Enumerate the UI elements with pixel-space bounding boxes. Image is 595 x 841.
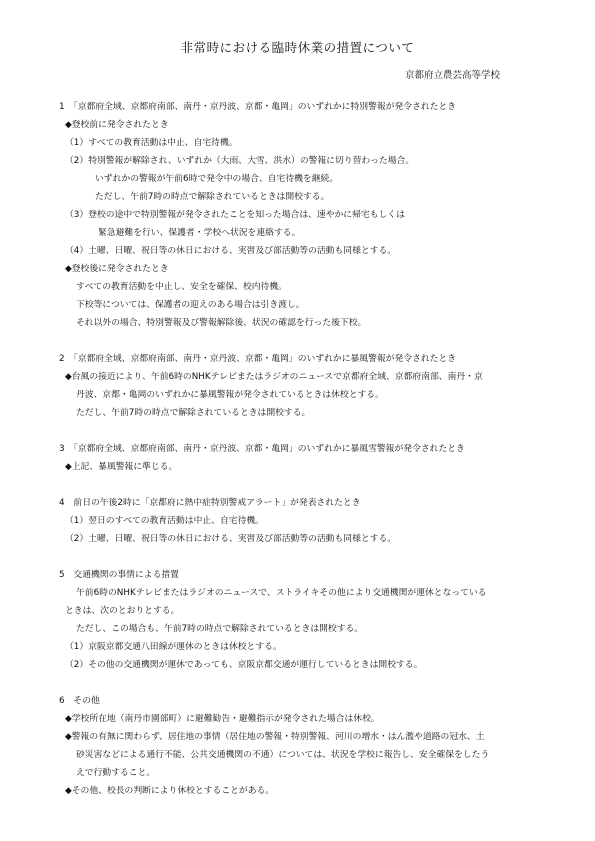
section-4-line: （2）土曜、日曜、祝日等の休日における、実習及び部活動等の活動も同様とする。 bbox=[65, 534, 397, 544]
section-6-line: えで行動すること。 bbox=[76, 768, 156, 778]
section-5-heading: 5 交通機関の事情による措置 bbox=[59, 570, 179, 580]
section-6-line: ◆その他、校長の判断により休校とすることがある。 bbox=[65, 786, 275, 796]
section-5-line: ただし、この場合も、午前7時の時点で解除されているときは開校する。 bbox=[76, 624, 364, 634]
section-1-line: （4）土曜、日曜、祝日等の休日における、実習及び部活動等の活動も同様とする。 bbox=[65, 246, 397, 256]
section-1-line: それ以外の場合、特別警報及び警報解除後、状況の確認を行った後下校。 bbox=[76, 318, 367, 328]
section-1-line: （2）特別警報が解除され、いずれか（大雨、大雪、洪水）の警報に切り替わった場合。 bbox=[65, 156, 415, 166]
section-1-line: ただし、午前7時の時点で解除されているときは開校する。 bbox=[95, 192, 330, 202]
section-5-line: （1）京阪京都交通八田線が運休のときは休校とする。 bbox=[65, 642, 282, 652]
section-2-line: ただし、午前7時の時点で解除されているときは開校する。 bbox=[76, 408, 311, 418]
section-2-heading: 2 「京都府全域、京都府南部、南丹・京丹波、京都・亀岡」のいずれかに暴風警報が発令されたとき bbox=[59, 354, 457, 364]
section-3-line: ◆上記、暴風警報に準じる。 bbox=[65, 462, 178, 472]
section-6-line: ◆学校所在地（南丹市園部町）に避難勧告・避難指示が発令された場合は休校。 bbox=[65, 714, 380, 724]
section-1-line: ◆登校前に発令されたとき bbox=[65, 120, 169, 130]
section-5-line: （2）その他の交通機関が運休であっても、京阪京都交通が運行しているときは開校する。 bbox=[65, 660, 423, 670]
document-title: 非常時における臨時休業の措置について bbox=[180, 40, 415, 55]
section-1-line: いずれかの警報が午前6時で発令中の場合、自宅待機を継続。 bbox=[95, 174, 339, 184]
section-6-line: 砂災害などによる通行不能、公共交通機関の不通）については、状況を学校に報告し、安全確保をしたう bbox=[76, 750, 490, 760]
section-1-line: （1）すべての教育活動は中止、自宅待機。 bbox=[65, 138, 238, 148]
section-1-line: （3）登校の途中で特別警報が発令されたことを知った場合は、速やかに帰宅もしくは bbox=[65, 210, 405, 220]
section-5-line: ときは、次のとおりとする。 bbox=[65, 606, 180, 616]
section-2-line: 丹波、京都・亀岡のいずれかに暴風警報が発令されているときは休校とする。 bbox=[76, 390, 384, 400]
section-3-heading: 3 「京都府全域、京都府南部、南丹・京丹波、京都・亀岡」のいずれかに暴風雪警報が発令されたとき bbox=[59, 444, 465, 454]
section-6-heading: 6 その他 bbox=[59, 696, 100, 706]
school-name: 京都府立農芸高等学校 bbox=[404, 70, 500, 81]
section-6-line: ◆警報の有無に関わらず、居住地の事情（居住地の警報・特別警報、河川の増水・はん濫や道路の冠水、土 bbox=[65, 732, 485, 742]
section-5-line: 午前6時のNHKテレビまたはラジオのニュースで、ストライキその他により交通機関が運休となっている bbox=[76, 588, 487, 598]
section-1-line: 緊急避難を行い、保護者・学校へ状況を連絡する。 bbox=[98, 228, 301, 238]
section-4-heading: 4 前日の午後2時に「京都府に熱中症特別警戒アラート」が発表されたとき bbox=[59, 498, 361, 508]
section-2-line: ◆台風の接近により、午前6時のNHKテレビまたはラジオのニュースで京都府全域、京都府南部、南丹・京 bbox=[65, 372, 483, 382]
section-4-line: （1）翌日のすべての教育活動は中止、自宅待機。 bbox=[65, 516, 264, 526]
section-1-line: すべての教育活動を中止し、安全を確保、校内待機。 bbox=[76, 282, 287, 292]
section-1-line: ◆登校後に発令されたとき bbox=[65, 264, 169, 274]
section-1-heading: 1 「京都府全域、京都府南部、南丹・京丹波、京都・亀岡」のいずれかに特別警報が発令されたとき bbox=[59, 102, 457, 112]
section-1-line: 下校等については、保護者の迎えのある場合は引き渡し。 bbox=[76, 300, 305, 310]
